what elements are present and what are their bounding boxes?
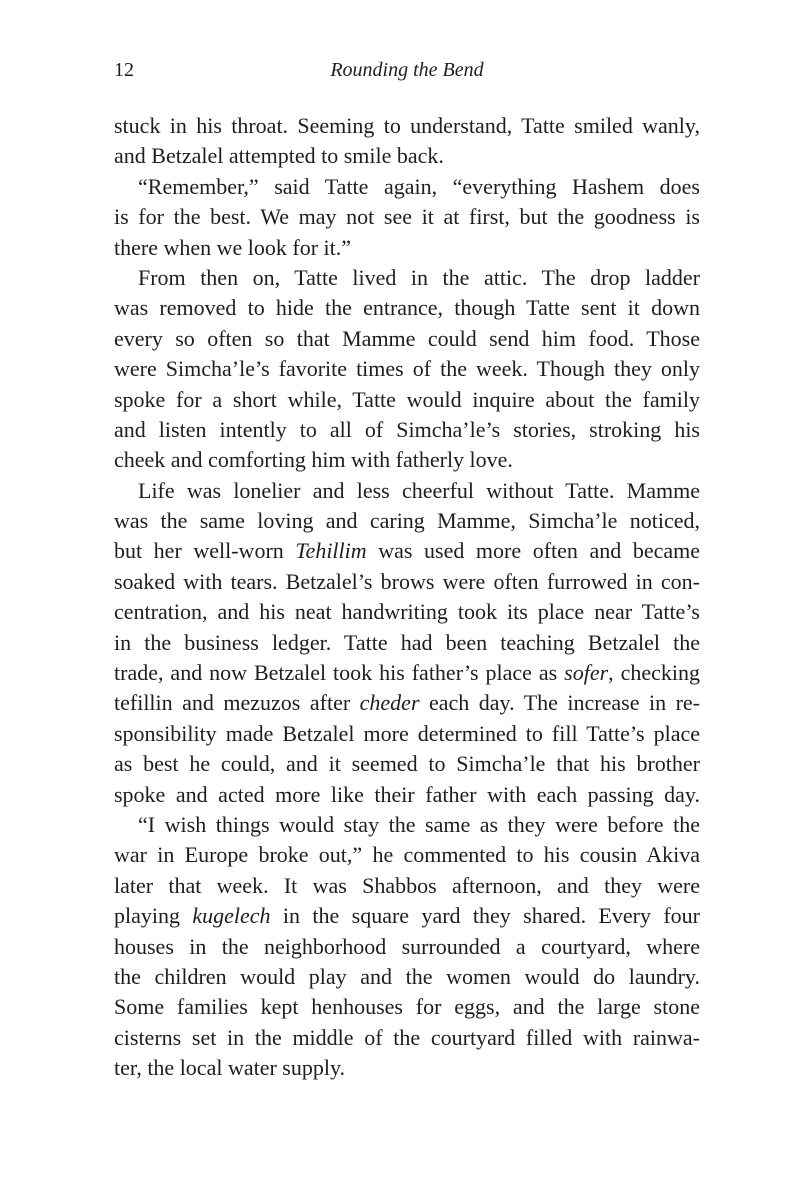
- text-segment: From then on, Tatte lived in the attic. The drop ladder: [138, 264, 700, 290]
- text-segment: is for the best. We may not see it at first, but the goodness is: [114, 204, 700, 230]
- text-line: [114, 263, 700, 293]
- text-line: [114, 385, 700, 415]
- text-line: [114, 901, 700, 931]
- text-line: [114, 141, 700, 171]
- text-segment: playing: [114, 903, 193, 929]
- text-line: [114, 688, 700, 718]
- text-segment: each day. The increase in re-: [419, 690, 700, 716]
- text-segment: sponsibility made Betzalel more determined to fill Tatte’s place: [114, 720, 700, 746]
- text-segment: war in Europe broke out,” he commented to his cousin Akiva: [114, 842, 700, 868]
- text-line: [114, 172, 700, 202]
- text-segment: cheek and comforting him with fatherly love.: [114, 447, 513, 473]
- text-segment: soaked with tears. Betzalel’s brows were often furrowed in con-: [114, 568, 700, 594]
- text-line: [114, 1053, 700, 1083]
- text-line: [114, 992, 700, 1022]
- text-segment: stuck in his throat. Seeming to understand, Tatte smiled wanly,: [114, 113, 700, 138]
- running-header: [114, 57, 700, 83]
- text-segment: houses in the neighborhood surrounded a courtyard, where: [114, 933, 700, 959]
- text-segment: Life was lonelier and less cheerful without Tatte. Mamme: [138, 477, 700, 503]
- text-line: [114, 445, 700, 475]
- text-line: [114, 871, 700, 901]
- text-segment: in the business ledger. Tatte had been teaching Betzalel the: [114, 629, 700, 655]
- text-segment: Some families kept henhouses for eggs, and the large stone: [114, 994, 700, 1020]
- text-segment: was the same loving and caring Mamme, Simcha’le noticed,: [114, 508, 700, 534]
- text-segment: , checking: [608, 660, 700, 686]
- text-line: [114, 354, 700, 384]
- text-segment: “I wish things would stay the same as they were before the: [138, 811, 700, 837]
- text-line: [114, 415, 700, 445]
- running-head-title: Rounding the Bend: [330, 59, 484, 81]
- text-segment: spoke and acted more like their father with each passing day.: [114, 781, 700, 807]
- text-line: [114, 780, 700, 810]
- text-line: [114, 111, 700, 141]
- text-segment: and Betzalel attempted to smile back.: [114, 143, 444, 169]
- text-line: [114, 202, 700, 232]
- text-segment: later that week. It was Shabbos afternoon, and they were: [114, 872, 700, 898]
- text-line: [114, 476, 700, 506]
- text-segment: every so often so that Mamme could send him food. Those: [114, 325, 700, 351]
- text-line: [114, 840, 700, 870]
- text-segment: was used more often and became: [366, 538, 700, 564]
- text-line: [114, 932, 700, 962]
- page-number: 12: [114, 59, 134, 81]
- text-segment: tefillin and mezuzos after: [114, 690, 360, 716]
- body-text: [114, 111, 700, 1084]
- italic-term: sofer: [564, 660, 609, 686]
- text-segment: trade, and now Betzalel took his father’s place as: [114, 660, 565, 686]
- text-segment: were Simcha’le’s favorite times of the week. Though they only: [114, 356, 700, 382]
- text-segment: in the square yard they shared. Every four: [270, 903, 700, 929]
- text-line: [114, 567, 700, 597]
- text-line: [114, 506, 700, 536]
- text-segment: as best he could, and it seemed to Simcha’le that his brother: [114, 751, 700, 777]
- italic-term: Tehillim: [295, 538, 367, 564]
- text-segment: and listen intently to all of Simcha’le’s stories, stroking his: [114, 416, 700, 442]
- text-segment: “Remember,” said Tatte again, “everything Hashem does: [138, 173, 700, 199]
- italic-term: kugelech: [192, 903, 271, 929]
- text-line: [114, 536, 700, 566]
- text-segment: but her well-worn: [114, 538, 296, 564]
- text-line: [114, 962, 700, 992]
- text-segment: was removed to hide the entrance, though Tatte sent it down: [114, 295, 700, 321]
- text-line: [114, 324, 700, 354]
- text-line: [114, 719, 700, 749]
- text-line: [114, 1023, 700, 1053]
- text-line: [114, 749, 700, 779]
- text-line: [114, 597, 700, 627]
- text-segment: cisterns set in the middle of the courtyard filled with rainwa-: [114, 1024, 700, 1050]
- text-line: [114, 658, 700, 688]
- text-segment: spoke for a short while, Tatte would inquire about the family: [114, 386, 700, 412]
- text-segment: there when we look for it.”: [114, 234, 352, 260]
- text-segment: centration, and his neat handwriting took its place near Tatte’s: [114, 599, 700, 625]
- text-segment: ter, the local water supply.: [114, 1055, 346, 1081]
- text-line: [114, 233, 700, 263]
- text-segment: the children would play and the women would do laundry.: [114, 963, 700, 989]
- italic-term: cheder: [359, 690, 420, 716]
- text-line: [114, 293, 700, 323]
- text-line: [114, 628, 700, 658]
- text-line: [114, 810, 700, 840]
